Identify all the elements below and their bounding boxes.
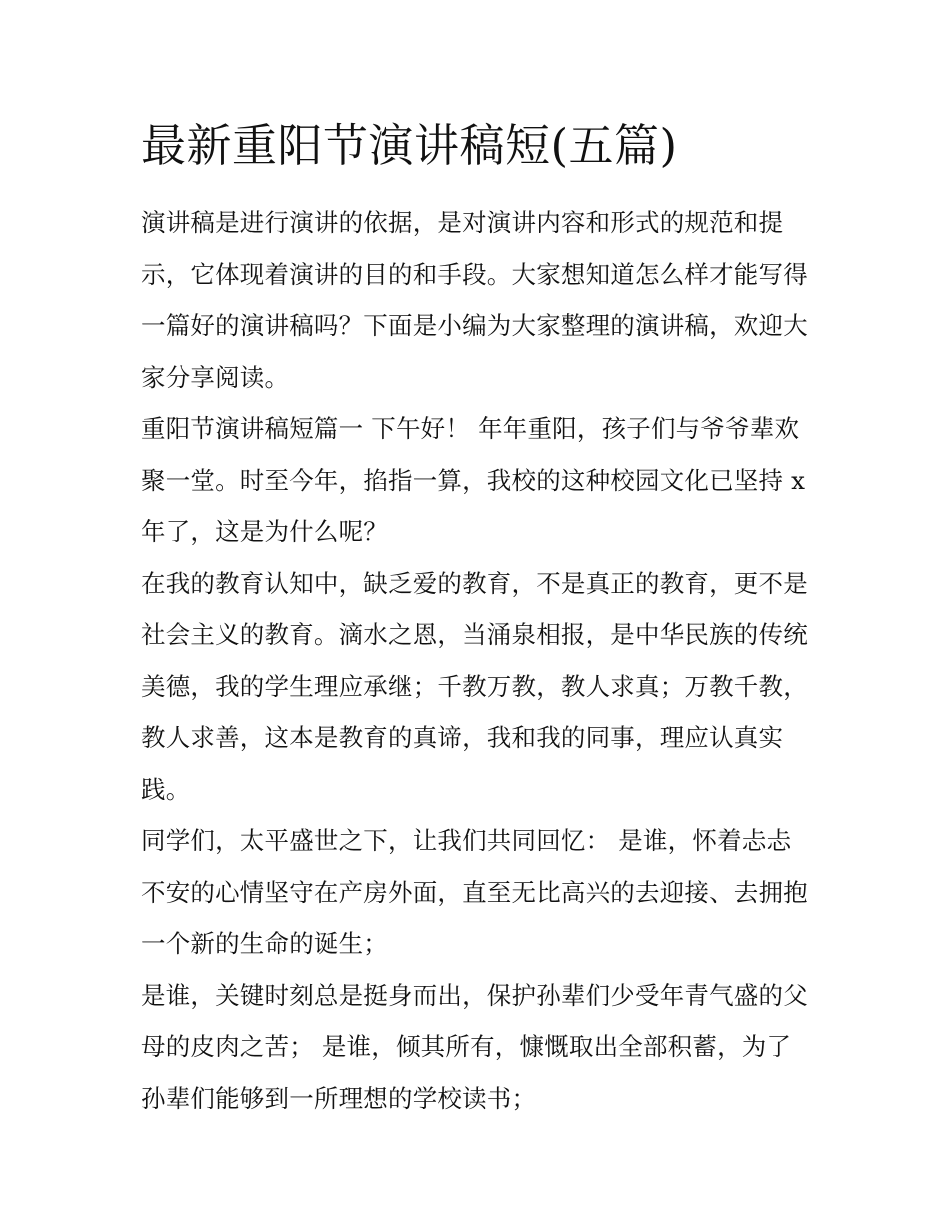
text-line: 在我的教育认知中，缺乏爱的教育，不是真正的教育，更不是 — [141, 568, 808, 598]
paragraph-recollection-two — [141, 970, 821, 1125]
text-line: 社会主义的教育。滴水之恩，当涌泉相报，是中华民族的传统 — [141, 620, 808, 649]
text-line: 孙辈们能够到一所理想的学校读书； — [141, 1083, 537, 1113]
text-line: 母的皮肉之苦； 是谁，倾其所有，慷慨取出全部积蓄，为了 — [141, 1032, 792, 1061]
text-line: 家分享阅读。 — [141, 362, 290, 392]
text-line: 示，它体现着演讲的目的和手段。大家想知道怎么样才能写得 — [141, 259, 808, 289]
text-line: 教人求善，这本是教育的真谛，我和我的同事，理应认真实 — [141, 723, 784, 752]
text-line: 聚一堂。时至今年，掐指一算，我校的这种校园文化已坚持 x — [141, 465, 806, 495]
text-line: 践。 — [141, 774, 191, 804]
document-title: 最新重阳节演讲稿短(五篇) — [141, 119, 678, 172]
text-line: 是谁，关键时刻总是挺身而出，保护孙辈们少受年青气盛的父 — [141, 980, 808, 1010]
text-line: 一篇好的演讲稿吗？下面是小编为大家整理的演讲稿，欢迎大 — [141, 311, 808, 340]
text-line: 同学们，太平盛世之下，让我们共同回忆： 是谁，怀着忐忐 — [141, 826, 792, 855]
text-line: 年了，这是为什么呢？ — [141, 517, 388, 546]
text-line: 重阳节演讲稿短篇一 下午好！ 年年重阳，孩子们与爷爷辈欢 — [141, 414, 800, 443]
text-line: 美德，我的学生理应承继；千教万教，教人求真；万教千教， — [141, 671, 808, 701]
text-line: 不安的心情坚守在产房外面，直至无比高兴的去迎接、去拥抱 — [141, 877, 808, 907]
paragraph-recollection-one — [141, 815, 821, 970]
paragraph-education-view — [141, 558, 821, 816]
document-body — [141, 197, 821, 1124]
paragraph-intro — [141, 197, 821, 403]
text-line: 一个新的生命的诞生； — [141, 929, 388, 958]
paragraph-speech-one-opening — [141, 403, 821, 558]
text-line: 演讲稿是进行演讲的依据，是对演讲内容和形式的规范和提 — [141, 208, 784, 237]
